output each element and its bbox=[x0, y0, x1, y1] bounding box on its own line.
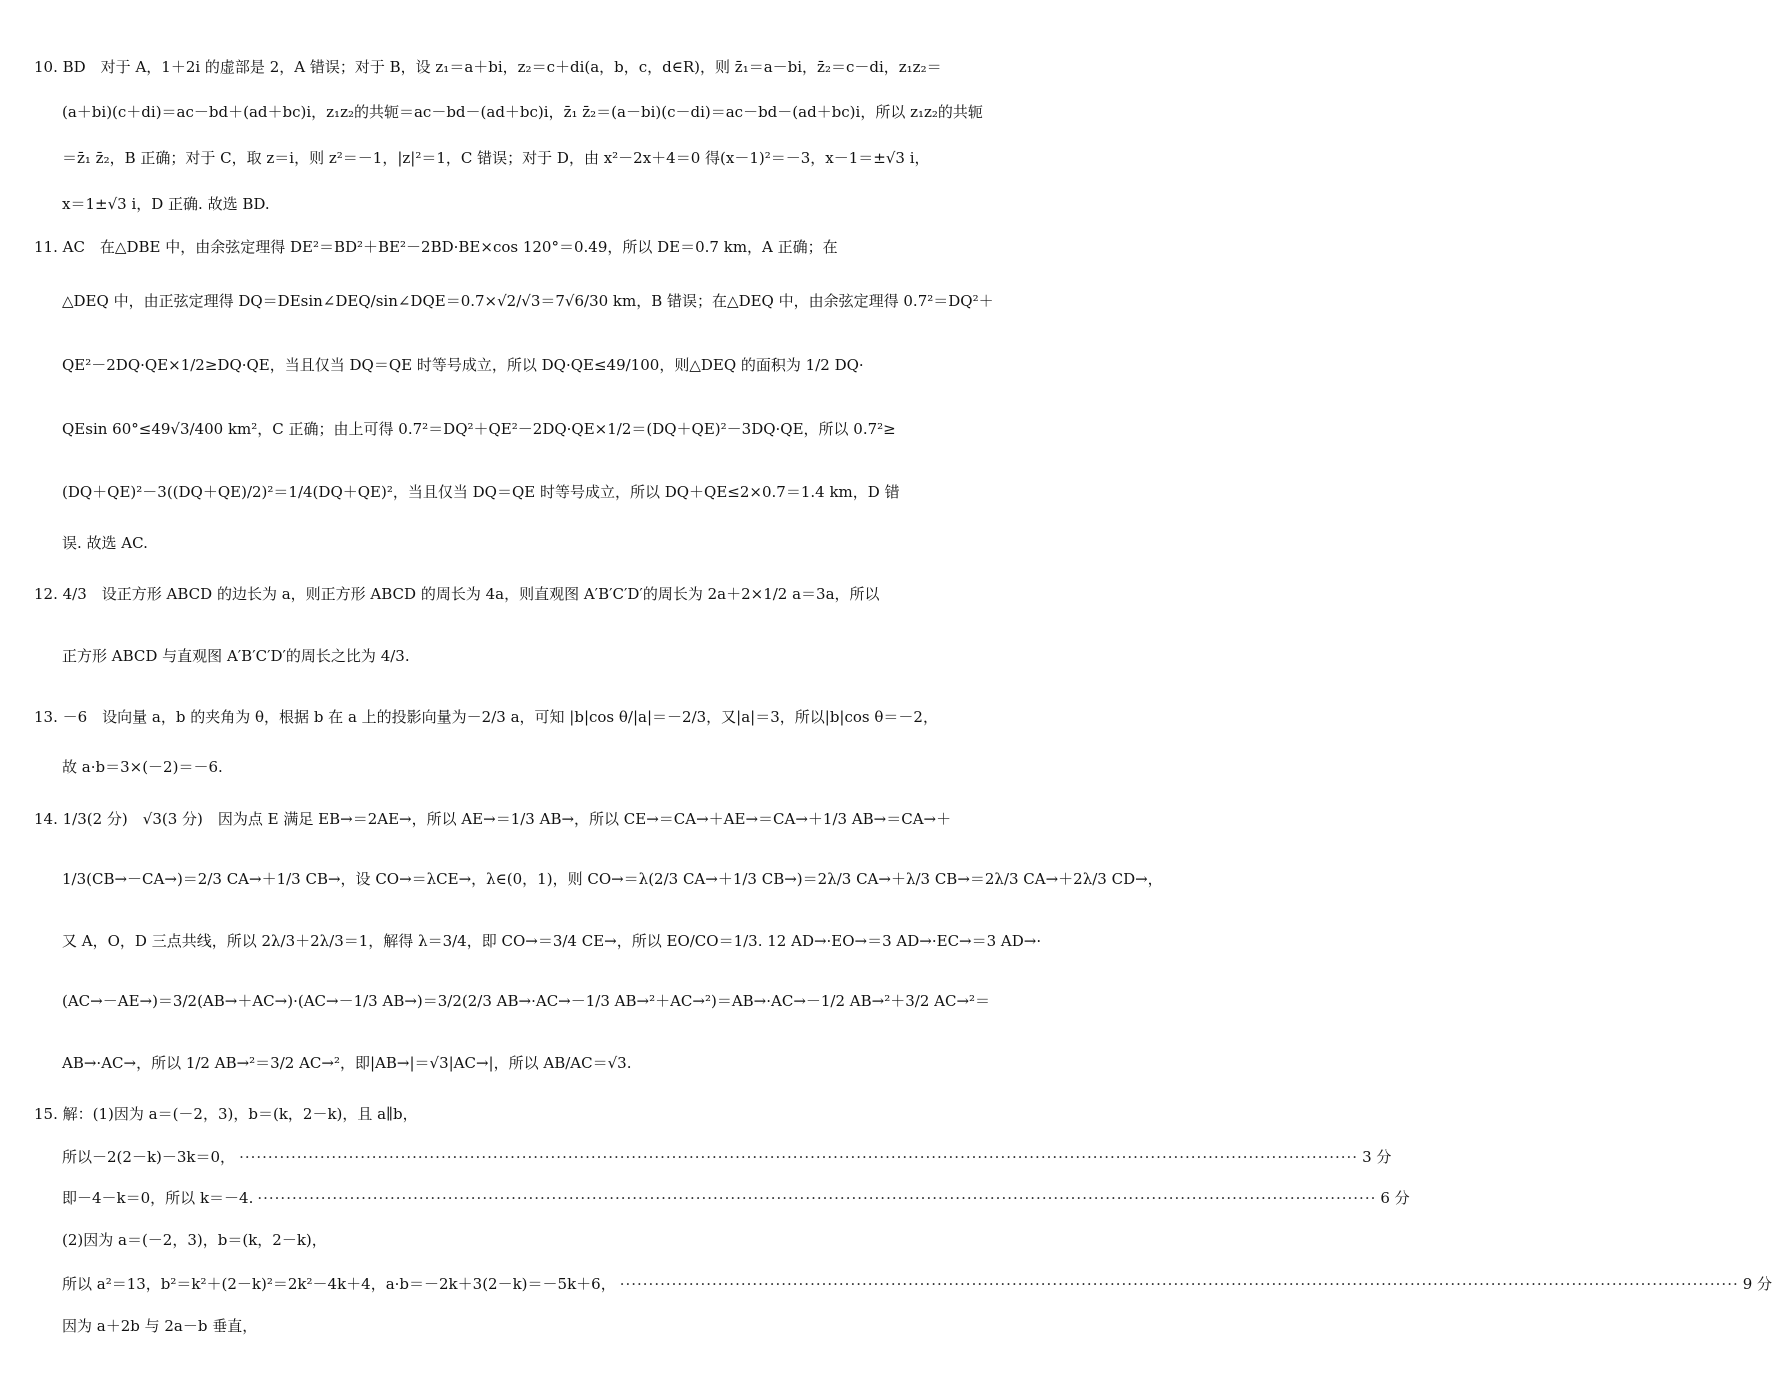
q12-line-2: 正方形 ABCD 与直观图 A′B′C′D′的周长之比为 4/3. bbox=[62, 647, 410, 665]
q10-line-2: (a＋bi)(c＋di)＝ac－bd＋(ad＋bc)i，z₁z₂的共轭＝ac－bd－(ad＋bc)i，z̄₁ z̄₂＝(a－bi)(c－di)＝ac－bd－(ad＋bc)i，所以 z₁z₂的共轭 bbox=[62, 103, 983, 121]
q15-step-4: 因为 a＋2b 与 2a－b 垂直， bbox=[62, 1317, 258, 1335]
q15-intro: 15. 解：(1)因为 a＝(－2，3)，b＝(k，2－k)，且 a∥b， bbox=[34, 1105, 418, 1123]
q14-line-3: 又 A，O，D 三点共线，所以 2λ/3＋2λ/3＝1，解得 λ＝3/4，即 CO→＝3/4 CE→，所以 EO/CO＝1/3. 12 AD→·EO→＝3 AD→·EC→＝3 AD→· bbox=[62, 932, 1042, 950]
q15-step-1 bbox=[62, 1146, 1392, 1168]
q14-line-4: (AC→－AE→)＝3/2(AB→＋AC→)·(AC→－1/3 AB→)＝3/2(2/3 AB→·AC→－1/3 AB→²＋AC→²)＝AB→·AC→－1/2 AB→²＋3/2 AC→²＝ bbox=[62, 992, 991, 1010]
leader-dots bbox=[620, 1273, 1739, 1295]
q14-line-2: 1/3(CB→－CA→)＝2/3 CA→＋1/3 CB→，设 CO→＝λCE→，λ∈(0，1)，则 CO→＝λ(2/3 CA→＋1/3 CB→)＝2λ/3 CA→＋λ/3 CB→＝2λ/3 CA→＋2λ/3 CD→， bbox=[62, 870, 1163, 888]
leader-dots bbox=[239, 1146, 1358, 1168]
q10-line-1: 10. BD 对于 A，1＋2i 的虚部是 2，A 错误；对于 B，设 z₁＝a＋bi，z₂＝c＋di(a，b，c，d∈R)，则 z̄₁＝a－bi，z̄₂＝c－di，z₁z₂＝ bbox=[34, 58, 942, 76]
q15-step-3-score: 9 分 bbox=[1742, 1275, 1772, 1293]
q15-step-2-score: 6 分 bbox=[1380, 1189, 1410, 1207]
q15-part-2: (2)因为 a＝(－2，3)，b＝(k，2－k)， bbox=[62, 1231, 327, 1249]
q15-step-3-text: 所以 a²＝13，b²＝k²＋(2－k)²＝2k²－4k＋4，a·b＝－2k＋3(2－k)＝－5k＋6， bbox=[62, 1275, 616, 1293]
q15-step-2 bbox=[62, 1187, 1410, 1209]
q15-step-1-score: 3 分 bbox=[1362, 1148, 1392, 1166]
q11-line-1: 11. AC 在△DBE 中，由余弦定理得 DE²＝BD²＋BE²－2BD·BE×cos 120°＝0.49，所以 DE＝0.7 km，A 正确；在 bbox=[34, 238, 838, 256]
q11-line-6: 误. 故选 AC. bbox=[62, 534, 148, 552]
q11-line-2: △DEQ 中，由正弦定理得 DQ＝DEsin∠DEQ/sin∠DQE＝0.7×√2/√3＝7√6/30 km，B 错误；在△DEQ 中，由余弦定理得 0.7²＝DQ²＋ bbox=[62, 292, 994, 310]
q14-line-5: AB→·AC→，所以 1/2 AB→²＝3/2 AC→²，即|AB→|＝√3|AC→|，所以 AB/AC＝√3. bbox=[62, 1054, 632, 1072]
q15-step-2-text: 即－4－k＝0，所以 k＝－4. bbox=[62, 1189, 254, 1207]
q14-line-1: 14. 1/3(2 分) √3(3 分) 因为点 E 满足 EB→＝2AE→，所以 AE→＝1/3 AB→，所以 CE→＝CA→＋AE→＝CA→＋1/3 AB→＝CA→＋ bbox=[34, 810, 952, 828]
q13-line-2: 故 a·b＝3×(－2)＝－6. bbox=[62, 758, 223, 776]
q12-line-1: 12. 4/3 设正方形 ABCD 的边长为 a，则正方形 ABCD 的周长为 4a，则直观图 A′B′C′D′的周长为 2a＋2×1/2 a＝3a，所以 bbox=[34, 585, 880, 603]
q10-line-4: x＝1±√3 i，D 正确. 故选 BD. bbox=[62, 195, 270, 213]
q11-line-3: QE²－2DQ·QE×1/2≥DQ·QE，当且仅当 DQ＝QE 时等号成立，所以 DQ·QE≤49/100，则△DEQ 的面积为 1/2 DQ· bbox=[62, 356, 864, 374]
q11-line-4: QEsin 60°≤49√3/400 km²，C 正确；由上可得 0.7²＝DQ²＋QE²－2DQ·QE×1/2＝(DQ＋QE)²－3DQ·QE，所以 0.7²≥ bbox=[62, 420, 896, 438]
q15-step-3 bbox=[62, 1273, 1772, 1295]
leader-dots bbox=[257, 1187, 1376, 1209]
q10-line-3: ＝z̄₁ z̄₂，B 正确；对于 C，取 z＝i，则 z²＝－1，|z|²＝1，C 错误；对于 D，由 x²－2x＋4＝0 得(x－1)²＝－3，x－1＝±√3 i， bbox=[62, 149, 930, 167]
q15-step-1-text: 所以－2(2－k)－3k＝0， bbox=[62, 1148, 236, 1166]
q11-line-5: (DQ＋QE)²－3((DQ＋QE)/2)²＝1/4(DQ＋QE)²，当且仅当 DQ＝QE 时等号成立，所以 DQ＋QE≤2×0.7＝1.4 km，D 错 bbox=[62, 483, 900, 501]
q13-line-1: 13. －6 设向量 a，b 的夹角为 θ，根据 b 在 a 上的投影向量为－2/3 a，可知 |b|cos θ/|a|＝－2/3，又|a|＝3，所以|b|cos θ＝－2， bbox=[34, 708, 938, 726]
